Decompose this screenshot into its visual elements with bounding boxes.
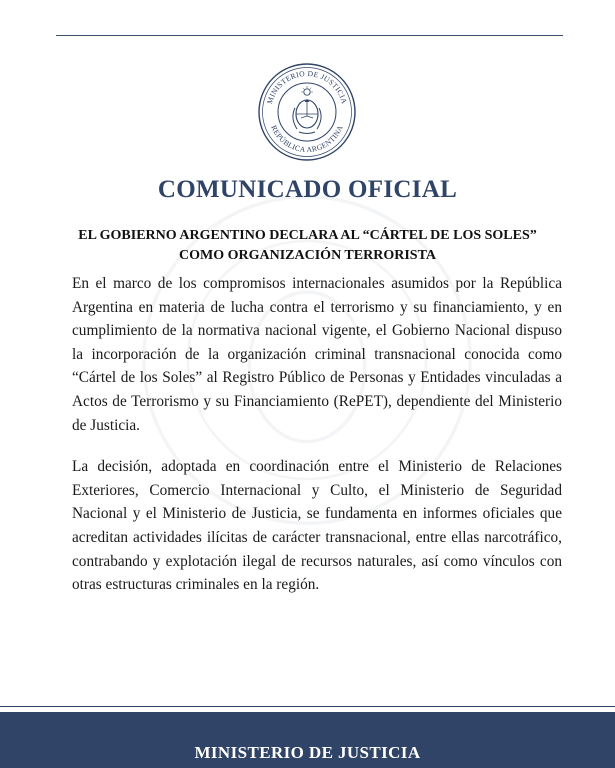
page-title: COMUNICADO OFICIAL — [157, 176, 458, 203]
headline-line-2: COMO ORGANIZACIÓN TERRORISTA — [179, 248, 436, 263]
footer-label: MINISTERIO DE JUSTICIA — [194, 743, 421, 762]
argentine-coat-of-arms-icon — [257, 62, 357, 162]
paragraph-1: En el marco de los compromisos internacionales asumidos por la República Argentina en materia de lucha contra el terrorismo y su financiamiento, y en cumplimiento de la normativa nacional vigente, el Gobierno Nacional dispuso la incorporación de la organización criminal transnacional conocida como “Cártel de los Soles” al Registro Público de Personas y Entidades vinculadas a Actos de Terrorismo y su Financiamiento (RePET), dependiente del Ministerio de Justicia. — [72, 275, 562, 434]
footer-divider — [0, 706, 615, 707]
headline-line-1: EL GOBIERNO ARGENTINO DECLARA AL “CÁRTEL DE LOS SOLES” — [78, 228, 537, 243]
ministry-seal — [257, 62, 357, 162]
top-divider — [56, 35, 563, 36]
headline — [40, 226, 575, 266]
seal-ring-text-bottom: REPÚBLICA ARGENTINA — [269, 123, 345, 155]
paragraph-2: La decisión, adoptada en coordinación entre el Ministerio de Relaciones Exteriores, Comercio Internacional y Culto, el Ministerio de Seguridad Nacional y el Ministerio de Justicia, se fundamenta en informes oficiales que acreditan actividades ilícitas de carácter transnacional, entre ellas narcotráfico, contrabando y explotación ilegal de recursos naturales, así como vínculos con otras estructuras criminales en la región. — [72, 458, 562, 594]
statement-body — [72, 272, 562, 615]
seal-ring-text-top: MINISTERIO DE JUSTICIA — [264, 68, 350, 105]
footer-bar — [0, 712, 615, 768]
